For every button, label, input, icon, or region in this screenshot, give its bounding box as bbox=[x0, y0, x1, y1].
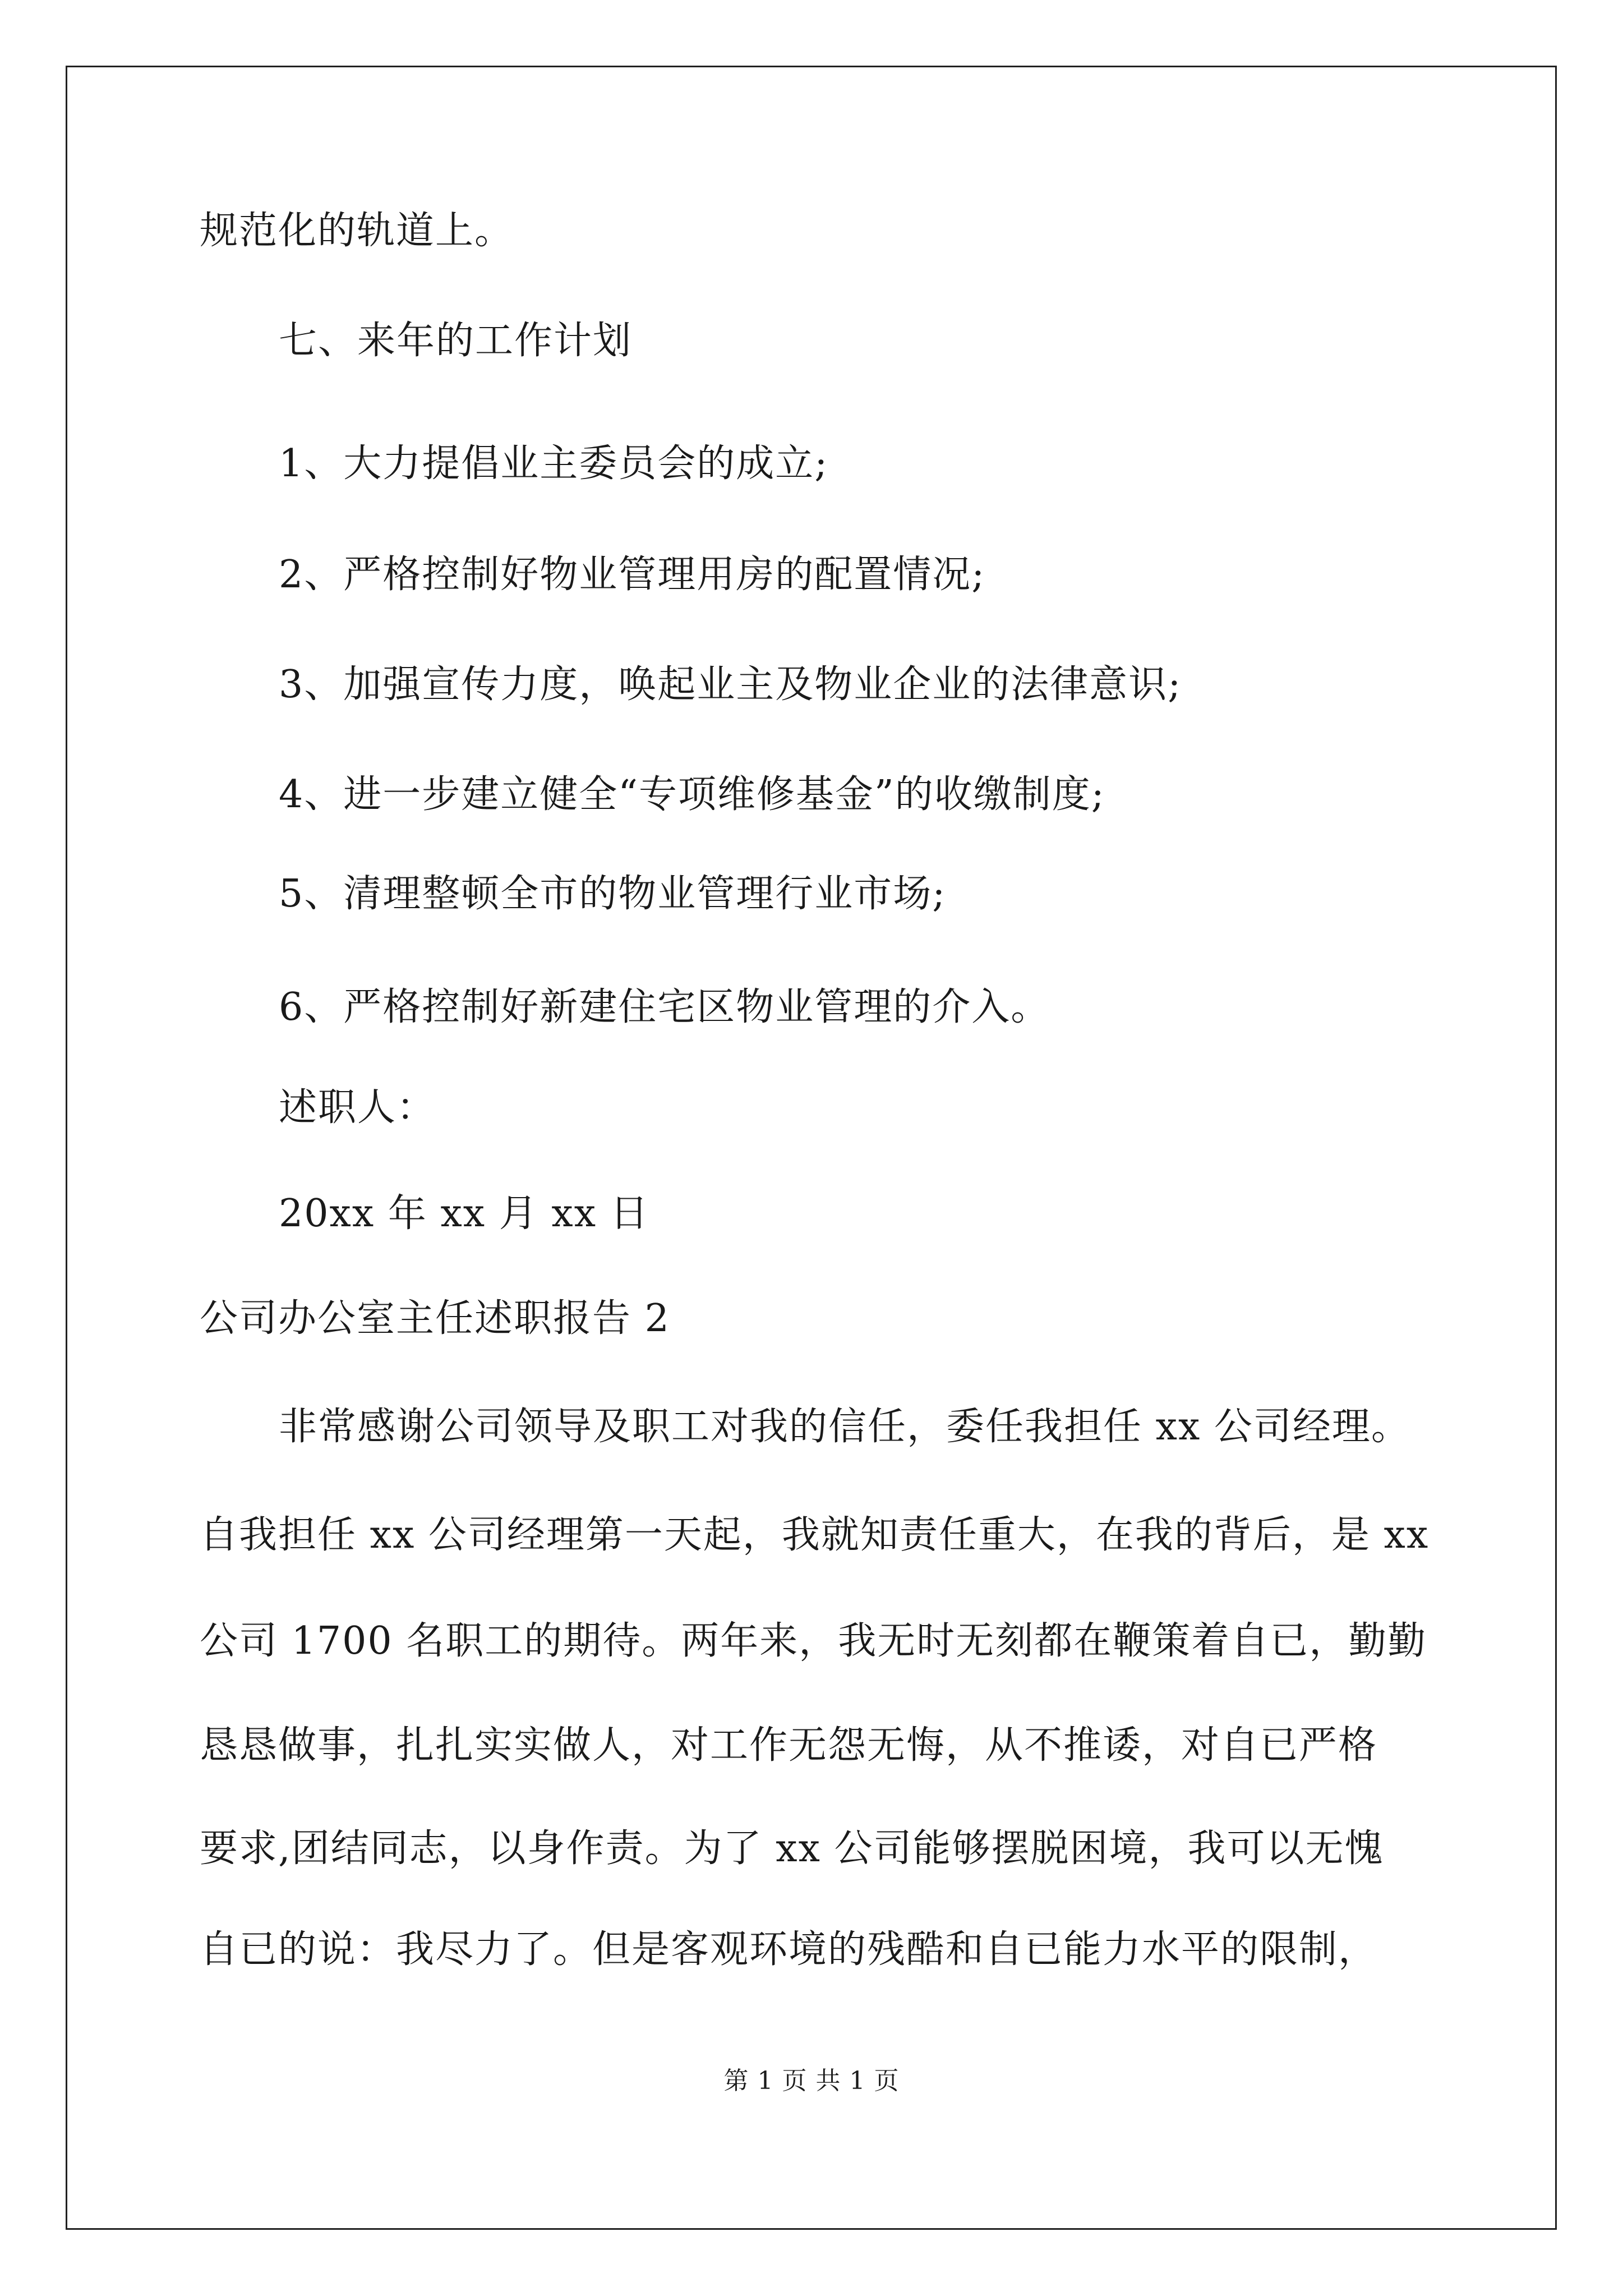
list-item: 4、进一步建立健全“专项维修基金”的收缴制度; bbox=[279, 772, 1105, 817]
page-footer: 第 1 页 共 1 页 bbox=[723, 2067, 900, 2095]
report-title: 公司办公室主任述职报告 2 bbox=[200, 1296, 670, 1341]
text-line: 要求,团结同志，以身作责。为了 xx 公司能够摆脱困境，我可以无愧 bbox=[200, 1826, 1384, 1871]
text-line: 公司 1700 名职工的期待。两年来，我无时无刻都在鞭策着自已，勤勤 bbox=[200, 1619, 1427, 1663]
date-line: 20xx 年 xx 月 xx 日 bbox=[279, 1191, 649, 1236]
section-heading: 七、来年的工作计划 bbox=[279, 319, 633, 363]
text-line: 规范化的轨道上。 bbox=[200, 209, 514, 253]
list-item: 5、清理整顿全市的物业管理行业市场; bbox=[279, 872, 947, 916]
text-line: 恳恳做事，扎扎实实做人，对工作无怨无悔，从不推诿，对自已严格 bbox=[200, 1723, 1378, 1768]
list-item: 3、加强宣传力度，唤起业主及物业企业的法律意识; bbox=[279, 662, 1182, 707]
text-line: 非常感谢公司领导及职工对我的信任，委任我担任 xx 公司经理。 bbox=[279, 1405, 1410, 1449]
page-border bbox=[66, 66, 1557, 2230]
text-line: 自我担任 xx 公司经理第一天起，我就知责任重大，在我的背后，是 xx bbox=[200, 1513, 1430, 1557]
signature-label: 述职人： bbox=[279, 1085, 436, 1130]
list-item: 1、大力提倡业主委员会的成立; bbox=[279, 441, 829, 486]
list-item: 2、严格控制好物业管理用房的配置情况; bbox=[279, 553, 986, 597]
text-line: 自已的说：我尽力了。但是客观环境的残酷和自已能力水平的限制， bbox=[200, 1927, 1378, 1972]
list-item: 6、严格控制好新建住宅区物业管理的介入。 bbox=[279, 985, 1050, 1029]
